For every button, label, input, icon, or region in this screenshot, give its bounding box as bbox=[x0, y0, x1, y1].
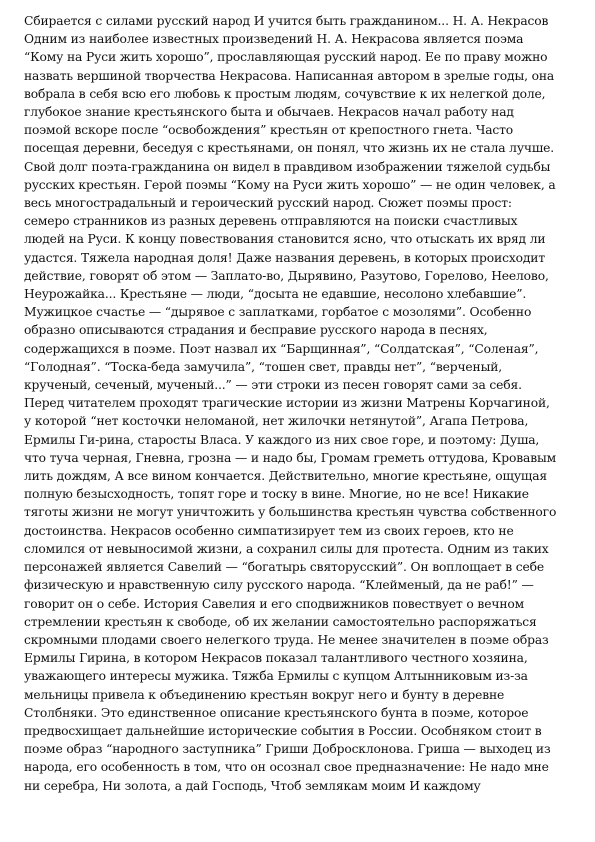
text-line: у которой “нет косточки неломаной, нет жилочки нетянутой”, Агапа Петрова, bbox=[24, 414, 529, 429]
text-line: персонажей является Савелий — “богатырь святорусский”. Он воплощает в себе bbox=[24, 560, 545, 575]
text-line: сломился от невыносимой жизни, а сохранил силы для протеста. Одним из таких bbox=[24, 541, 549, 556]
text-line: поэмой вскоре после “освобождения” крестьян от крепостного гнета. Часто bbox=[24, 123, 514, 138]
text-line: поэме образ “народного заступника” Гриши Добросклонова. Гриша — выходец из bbox=[24, 742, 551, 757]
text-line: весь многострадальный и героический русский народ. Сюжет поэмы прост: bbox=[24, 196, 512, 211]
text-line: посещая деревни, беседуя с крестьянами, он понял, что жизнь их не стала лучше. bbox=[24, 141, 555, 156]
text-line: мельницы привела к объединению крестьян вокруг него и бунту в деревне bbox=[24, 687, 505, 702]
text-line: Свой долг поэта-гражданина он видел в правдивом изображении тяжелой судьбы bbox=[24, 159, 551, 174]
essay-text bbox=[24, 12, 580, 795]
text-line: крученый, сеченый, мученый...” — эти строки из песен говорят сами за себя. bbox=[24, 378, 522, 393]
text-line: стремлении крестьян к свободе, об их желании самостоятельно распоряжаться bbox=[24, 614, 537, 629]
text-line: Мужицкое счастье — “дырявое с заплатками, горбатое с мозолями”. Особенно bbox=[24, 305, 532, 320]
text-line: людей на Руси. К концу повествования становится ясно, что отыскать их вряд ли bbox=[24, 232, 546, 247]
text-line: Столбняки. Это единственное описание крестьянского бунта в поэме, которое bbox=[24, 705, 529, 720]
text-line: народа, его особенность в том, что он осознал свое предназначение: Не надо мне bbox=[24, 760, 549, 775]
text-line: Ермилы Гирина, в котором Некрасов показал талантливого честного хозяина, bbox=[24, 651, 528, 666]
text-line: полную безысходность, топят горе и тоску в вине. Многие, но не все! Никакие bbox=[24, 487, 529, 502]
text-line: семеро странников из разных деревень отправляются на поиски счастливых bbox=[24, 214, 518, 229]
text-line: предвосхищает дальнейшие исторические события в России. Особняком стоит в bbox=[24, 723, 542, 738]
text-line: лить дождям, А все вином кончается. Действительно, многие крестьяне, ощущая bbox=[24, 469, 547, 484]
text-line: Неурожайка... Крестьяне — люди, “досыта не едавшие, несолоно хлебавшие”. bbox=[24, 287, 527, 302]
text-line: удастся. Тяжела народная доля! Даже названия деревень, в которых происходит bbox=[24, 250, 545, 265]
text-line: “Кому на Руси жить хорошо”, прославляющая русский народ. Ее по праву можно bbox=[24, 50, 548, 65]
text-line: глубокое знание крестьянского быта и обычаев. Некрасов начал работу над bbox=[24, 105, 514, 120]
text-line: достоинства. Некрасов особенно симпатизирует тем из своих героев, кто не bbox=[24, 523, 514, 538]
text-line: физическую и нравственную силу русского народа. “Клейменый, да не раб!” — bbox=[24, 578, 534, 593]
text-line: говорит он о себе. История Савелия и его сподвижников повествует о вечном bbox=[24, 596, 525, 611]
text-line: действие, говорят об этом — Заплато-во, Дырявино, Разутово, Горелово, Неелово, bbox=[24, 268, 549, 283]
text-line: тяготы жизни не могут уничтожить у большинства крестьян чувства собственного bbox=[24, 505, 557, 520]
text-line: содержащихся в поэме. Поэт назвал их “Барщинная”, “Солдатская”, “Соленая”, bbox=[24, 341, 539, 356]
text-line: “Голодная”. “Тоска-беда замучила”, “тошен свет, правды нет”, “верченый, bbox=[24, 359, 503, 374]
text-line: Сбирается с силами русский народ И учится быть гражданином... Н. А. Некрасов bbox=[24, 14, 549, 28]
text-line: Ермилы Ги-рина, старосты Власа. У каждого из них свое горе, и поэтому: Душа, bbox=[24, 432, 540, 447]
text-line: скромными плодами своего нелегкого труда. Не менее значителен в поэме образ bbox=[24, 632, 549, 647]
text-line: что туча черная, Гневна, грозна — и надо бы, Громам греметь оттудова, Кровавым bbox=[24, 450, 557, 465]
text-line: Одним из наиболее известных произведений Н. А. Некрасова является поэма bbox=[24, 32, 524, 47]
text-line: назвать вершиной творчества Некрасова. Написанная автором в зрелые годы, она bbox=[24, 68, 555, 83]
text-line: образно описываются страдания и бесправие русского народа в песнях, bbox=[24, 323, 488, 338]
text-line: вобрала в себя всю его любовь к простым людям, сочувствие к их нелегкой доле, bbox=[24, 86, 546, 101]
text-line: русских крестьян. Герой поэмы “Кому на Руси жить хорошо” — не один человек, а bbox=[24, 177, 556, 192]
text-line: ни серебра, Ни золота, а дай Господь, Чтоб землякам моим И каждому bbox=[24, 778, 481, 793]
text-line: Перед читателем проходят трагические истории из жизни Матрены Корчагиной, bbox=[24, 396, 550, 411]
text-line: уважающего интересы мужика. Тяжба Ермилы с купцом Алтынниковым из-за bbox=[24, 669, 528, 684]
